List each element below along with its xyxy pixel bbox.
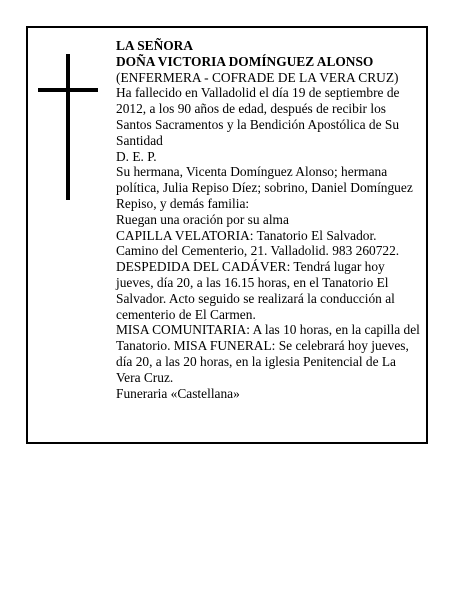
cross-vertical-bar xyxy=(66,54,70,200)
deceased-name: DOÑA VICTORIA DOMÍNGUEZ ALONSO xyxy=(116,53,374,69)
cross-icon xyxy=(38,54,98,200)
death-notice: Ha fallecido en Valladolid el día 19 de septiembre de 2012, a los 90 años de edad, después de recibir los Santos Sacramentos y la Bendición Apostólica de Su Santidad xyxy=(116,85,400,148)
farewell-info: DESPEDIDA DEL CADÁVER: Tendrá lugar hoy jueves, día 20, a las 16.15 horas, en el Tanatorio El Salvador. Acto seguido se realizará la conducción al cementerio de El Carmen. xyxy=(116,259,395,322)
deceased-subtitle: (ENFERMERA - COFRADE DE LA VERA CRUZ) xyxy=(116,69,399,85)
obituary-text xyxy=(116,38,420,401)
prayer-line: Ruegan una oración por su alma xyxy=(116,211,289,227)
mass-info: MISA COMUNITARIA: A las 10 horas, en la capilla del Tanatorio. MISA FUNERAL: Se celebrará hoy jueves, día 20, a las 20 horas, en la iglesia Penitencial de La Vera Cruz. xyxy=(116,322,420,385)
chapel-info: CAPILLA VELATORIA: Tanatorio El Salvador. Camino del Cementerio, 21. Valladolid. 983 260722. xyxy=(116,227,400,259)
funeral-home: Funeraria «Castellana» xyxy=(116,385,240,401)
dep-line: D. E. P. xyxy=(116,148,157,164)
heading: LA SEÑORA xyxy=(116,38,194,53)
cross-horizontal-bar xyxy=(38,88,98,92)
family-line: Su hermana, Vicenta Domínguez Alonso; hermana política, Julia Repiso Díez; sobrino, Daniel Domínguez Repiso, y demás familia: xyxy=(116,164,413,211)
obituary-notice xyxy=(26,26,428,444)
